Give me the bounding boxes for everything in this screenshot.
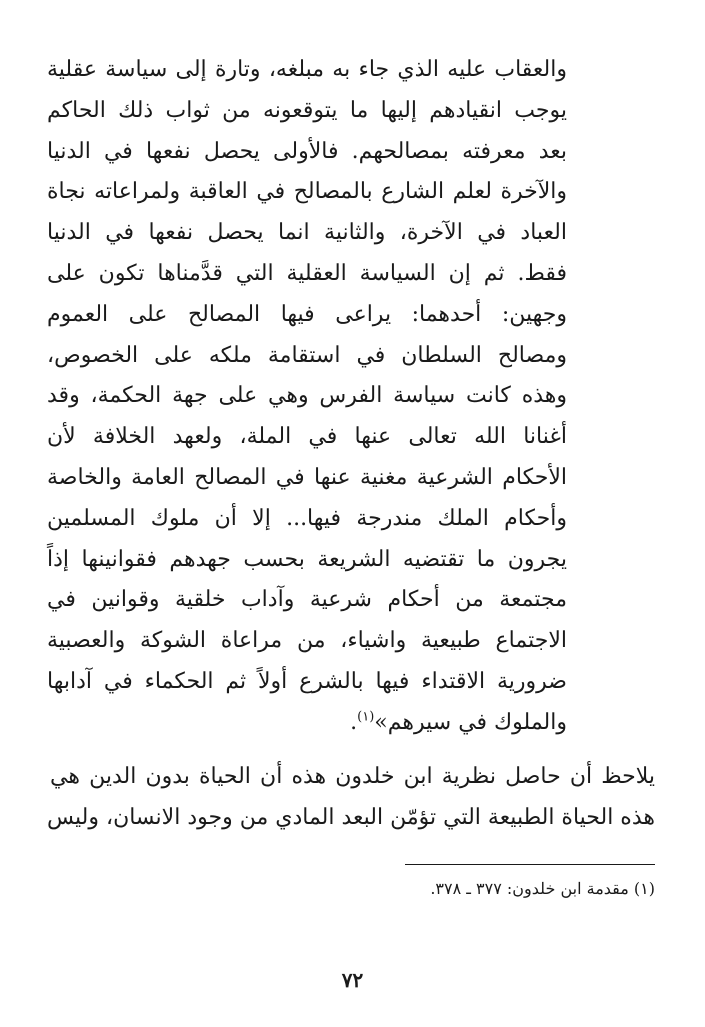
quote-line-3: بعد معرفته بمصالحهم. فالأولى يحصل نفعها في الدنيا [47,138,567,164]
footnote-reference-mark: (١) [357,709,375,725]
commentary-line-1: يلاحظ أن حاصل نظرية ابن خلدون هذه أن الحياة بدون الدين هي [50,764,655,789]
quote-line-7: وجهين: أحدهما: يراعى فيها المصالح على العموم [47,301,567,327]
quote-line-16: ضرورية الاقتداء فيها بالشرع أولاً ثم الحكماء في آدابها [47,668,567,694]
quote-line-10: أغنانا الله تعالى عنها في الملة، ولعهد الخلافة لأن [47,424,567,450]
quote-line-4: والآخرة لعلم الشارع بالمصالح في العاقبة ولمراعاته نجاة [47,179,567,205]
commentary-paragraph [46,756,655,838]
quote-line-6: فقط. ثم إن السياسة العقلية التي قدَّمناها تكون على [47,260,567,286]
quote-line-1: والعقاب عليه الذي جاء به مبلغه، وتارة إلى سياسة عقلية [47,57,567,82]
quote-line-5: العباد في الآخرة، والثانية انما يحصل نفعها في الدنيا [47,220,567,246]
quote-line-9: وهذه كانت سياسة الفرس وهي على جهة الحكمة، وقد [47,383,567,409]
quote-last-line-text: والملوك في سيرهم» [374,709,567,735]
quote-line-15: الاجتماع طبيعية واشياء، من مراعاة الشوكة والعصبية [47,628,567,654]
quote-line-8: ومصالح السلطان في استقامة ملكه على الخصوص، [47,342,567,368]
quote-line-17 [47,703,567,744]
quoted-passage [47,50,567,744]
quote-line-2: يوجب انقيادهم إليها ما يتوقعونه من ثواب ذلك الحاكم [47,97,567,123]
quote-end-punctuation: . [350,709,358,735]
page-number: ٧٢ [341,968,364,992]
quote-line-12: وأحكام الملك مندرجة فيها... إلا أن ملوك المسلمين [47,505,567,531]
commentary-line-2: هذه الحياة الطبيعة التي تؤمّن البعد المادي من وجود الانسان، وليس [46,805,655,830]
footnote: (١) مقدمة ابن خلدون: ٣٧٧ ـ ٣٧٨. [430,879,655,898]
quote-line-13: يجرون ما تقتضيه الشريعة بحسب جهدهم فقوانينها إذاً [47,546,567,572]
quote-line-11: الأحكام الشرعية مغنية عنها في المصالح العامة والخاصة [47,464,567,490]
quote-line-14: مجتمعة من أحكام شرعية وآداب خلقية وقوانين في [47,587,567,613]
footnote-divider [405,864,655,865]
